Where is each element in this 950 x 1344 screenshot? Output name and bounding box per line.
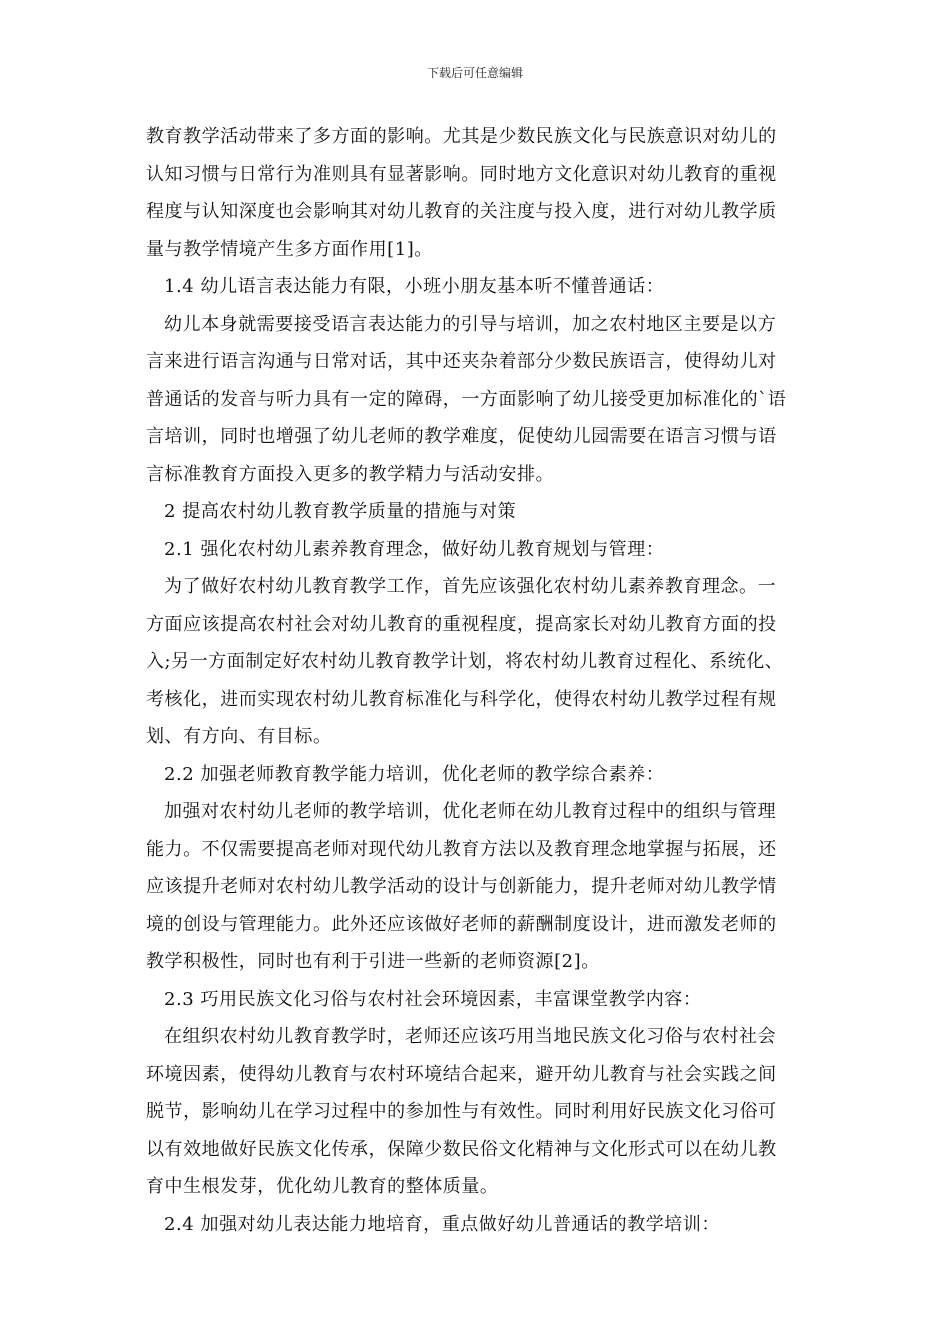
paragraph-line: 境的创设与管理能力。此外还应该做好老师的薪酬制度设计，进而激发老师的	[146, 913, 777, 935]
paragraph-line: 能力。不仅需要提高老师对现代幼儿教育方法以及教育理念地掌握与拓展，还	[146, 838, 777, 860]
section-heading: 2.3 巧用民族文化习俗与农村社会环境因素，丰富课堂教学内容：	[164, 988, 702, 1010]
paragraph-line: 教育教学活动带来了多方面的影响。尤其是少数民族文化与民族意识对幼儿的	[146, 126, 777, 147]
section-heading: 2.1 强化农村幼儿素养教育理念，做好幼儿教育规划与管理：	[164, 538, 665, 560]
paragraph-line: 程度与认知深度也会影响其对幼儿教育的关注度与投入度，进行对幼儿教学质	[146, 201, 777, 222]
paragraph-line: 划、有方向、有目标。	[146, 726, 332, 747]
paragraph-line: 普通话的发音与听力具有一定的障碍，一方面影响了幼儿接受更加标准化的`语	[146, 388, 787, 410]
paragraph-line: 育中生根发芽，优化幼儿教育的整体质量。	[146, 1176, 499, 1197]
section-heading: 2.4 加强对幼儿表达能力地培育，重点做好幼儿普通话的教学培训：	[164, 1213, 720, 1235]
document-body	[146, 118, 810, 1243]
paragraph-line: 在组织农村幼儿教育教学时，老师还应该巧用当地民族文化习俗与农村社会	[164, 1026, 777, 1047]
page-header: 下载后可任意编辑	[426, 66, 523, 80]
section-heading: 2.2 加强老师教育教学能力培训，优化老师的教学综合素养：	[164, 763, 665, 785]
paragraph-line: 脱节，影响幼儿在学习过程中的参加性与有效性。同时利用好民族文化习俗可	[146, 1101, 777, 1122]
paragraph-line: 考核化，进而实现农村幼儿教育标准化与科学化，使得农村幼儿教学过程有规	[146, 688, 777, 710]
section-heading: 2 提高农村幼儿教育教学质量的措施与对策	[164, 501, 517, 522]
paragraph-line: 言培训，同时也增强了幼儿老师的教学难度，促使幼儿园需要在语言习惯与语	[146, 426, 777, 447]
paragraph-line: 为了做好农村幼儿教育教学工作，首先应该强化农村幼儿素养教育理念。一	[164, 576, 777, 597]
paragraph-line: 认知习惯与日常行为准则具有显著影响。同时地方文化意识对幼儿教育的重视	[146, 163, 777, 185]
paragraph-line: 以有效地做好民族文化传承，保障少数民俗文化精神与文化形式可以在幼儿教	[146, 1138, 777, 1160]
paragraph-line: 应该提升老师对农村幼儿教学活动的设计与创新能力，提升老师对幼儿教学情	[146, 876, 777, 897]
paragraph-line: 方面应该提高农村社会对幼儿教育的重视程度，提高家长对幼儿教育方面的投	[146, 613, 777, 635]
section-heading: 1.4 幼儿语言表达能力有限，小班小朋友基本听不懂普通话：	[164, 276, 665, 297]
paragraph-line: 教学积极性，同时也有利于引进一些新的老师资源[2]。	[146, 951, 600, 972]
paragraph-line: 幼儿本身就需要接受语言表达能力的引导与培训，加之农村地区主要是以方	[164, 313, 777, 335]
paragraph-line: 言标准教育方面投入更多的教学精力与活动安排。	[146, 463, 555, 485]
paragraph-line: 言来进行语言沟通与日常对话，其中还夹杂着部分少数民族语言，使得幼儿对	[146, 351, 777, 372]
paragraph-line: 加强对农村幼儿老师的教学培训，优化老师在幼儿教育过程中的组织与管理	[164, 801, 777, 822]
paragraph-line: 环境因素，使得幼儿教育与农村环境结合起来，避开幼儿教育与社会实践之间	[146, 1063, 777, 1085]
paragraph-line: 入;另一方面制定好农村幼儿教育教学计划，将农村幼儿教育过程化、系统化、	[146, 651, 784, 672]
paragraph-line: 量与教学情境产生多方面作用[1]。	[146, 238, 433, 260]
